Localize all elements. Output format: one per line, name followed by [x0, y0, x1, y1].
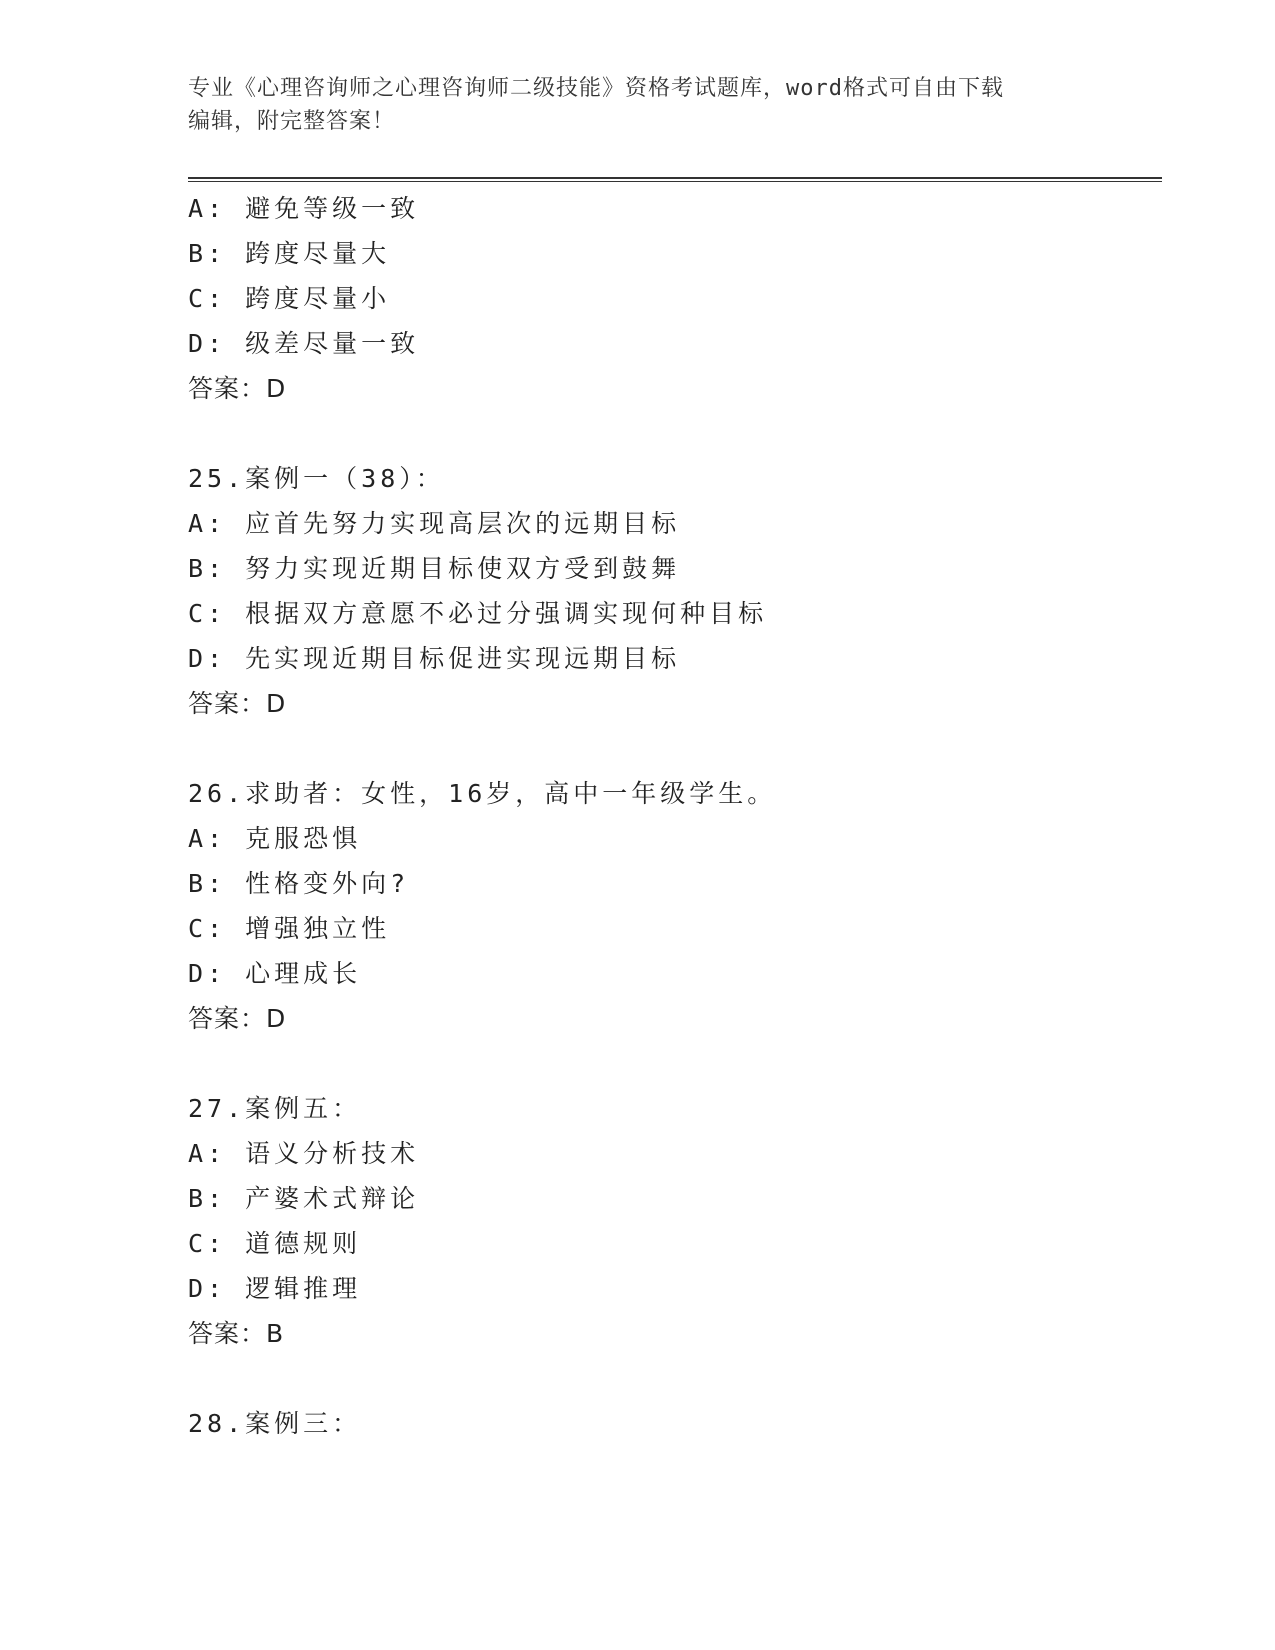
option-d: D: 先实现近期目标促进实现远期目标 — [188, 644, 681, 673]
header-divider — [188, 177, 1162, 182]
header-line-2: 编辑，附完整答案！ — [188, 109, 396, 134]
option-b: B: 性格变外向? — [188, 869, 410, 898]
question-title: 28.案例三： — [188, 1409, 362, 1438]
option-a: A: 应首先努力实现高层次的远期目标 — [188, 509, 681, 538]
header-line-1: 专业《心理咨询师之心理咨询师二级技能》资格考试题库，word格式可自由下载 — [188, 76, 1004, 101]
answer: 答案：D — [188, 1004, 287, 1033]
option-d: D: 心理成长 — [188, 959, 362, 988]
question-title: 27.案例五： — [188, 1094, 362, 1123]
option-c: C: 跨度尽量小 — [188, 284, 391, 313]
option-b: B: 产婆术式辩论 — [188, 1184, 420, 1213]
question-title: 26.求助者：女性，16岁，高中一年级学生。 — [188, 779, 777, 808]
option-d: D: 级差尽量一致 — [188, 329, 420, 358]
option-b: B: 跨度尽量大 — [188, 239, 391, 268]
document-header — [188, 72, 1088, 138]
answer: 答案：D — [188, 374, 287, 403]
option-c: C: 增强独立性 — [188, 914, 391, 943]
answer: 答案：D — [188, 689, 287, 718]
question-title: 25.案例一（38）： — [188, 464, 445, 493]
option-a: A: 避免等级一致 — [188, 194, 420, 223]
option-d: D: 逻辑推理 — [188, 1274, 362, 1303]
answer: 答案：B — [188, 1319, 285, 1348]
option-b: B: 努力实现近期目标使双方受到鼓舞 — [188, 554, 681, 583]
option-a: A: 语义分析技术 — [188, 1139, 420, 1168]
option-c: C: 根据双方意愿不必过分强调实现何种目标 — [188, 599, 768, 628]
option-a: A: 克服恐惧 — [188, 824, 362, 853]
option-c: C: 道德规则 — [188, 1229, 362, 1258]
